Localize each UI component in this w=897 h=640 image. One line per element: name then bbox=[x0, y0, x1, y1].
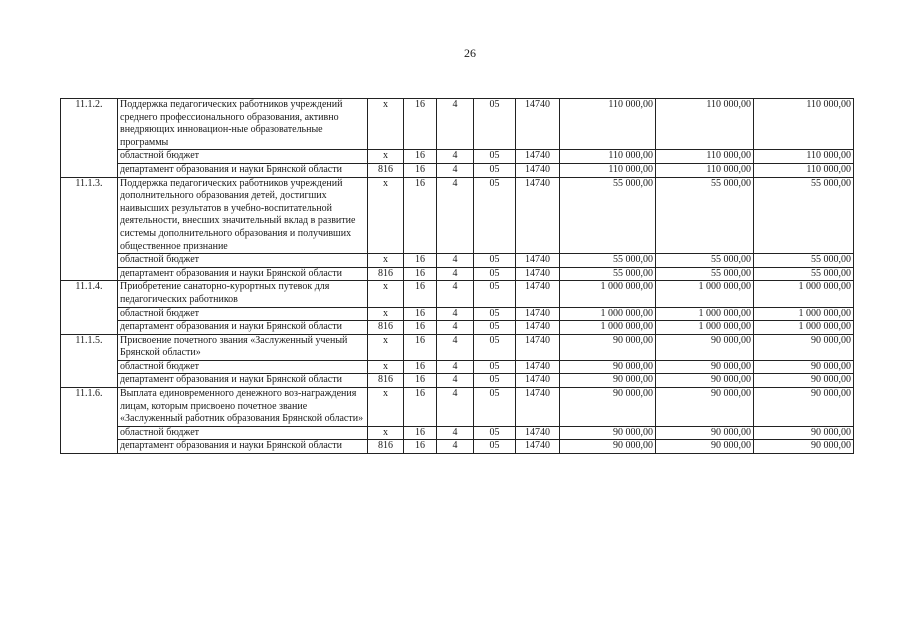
code-ministry: x bbox=[368, 99, 404, 150]
code-subprogram: 4 bbox=[437, 150, 474, 164]
amount-year-1: 110 000,00 bbox=[560, 163, 656, 177]
item-name: департамент образования и науки Брянской области bbox=[118, 374, 368, 388]
table-row bbox=[61, 360, 854, 374]
code-program: 16 bbox=[404, 426, 437, 440]
code-ministry: x bbox=[368, 388, 404, 427]
amount-year-2: 90 000,00 bbox=[656, 374, 754, 388]
amount-year-1: 90 000,00 bbox=[560, 374, 656, 388]
code-section: 05 bbox=[474, 267, 516, 281]
code-program: 16 bbox=[404, 321, 437, 335]
code-direction: 14740 bbox=[516, 388, 560, 427]
code-program: 16 bbox=[404, 307, 437, 321]
code-ministry: x bbox=[368, 150, 404, 164]
code-ministry: 816 bbox=[368, 163, 404, 177]
amount-year-2: 90 000,00 bbox=[656, 426, 754, 440]
amount-year-3: 90 000,00 bbox=[754, 388, 854, 427]
code-ministry: 816 bbox=[368, 440, 404, 454]
code-direction: 14740 bbox=[516, 307, 560, 321]
table-row bbox=[61, 440, 854, 454]
table-row bbox=[61, 374, 854, 388]
amount-year-3: 90 000,00 bbox=[754, 360, 854, 374]
amount-year-2: 55 000,00 bbox=[656, 254, 754, 268]
amount-year-3: 110 000,00 bbox=[754, 99, 854, 150]
table-row bbox=[61, 267, 854, 281]
amount-year-2: 1 000 000,00 bbox=[656, 321, 754, 335]
code-program: 16 bbox=[404, 440, 437, 454]
amount-year-1: 55 000,00 bbox=[560, 177, 656, 254]
amount-year-3: 1 000 000,00 bbox=[754, 321, 854, 335]
item-name: Поддержка педагогических работников учреждений дополнительного образования детей, достигших наивысших результатов в учебно-воспитательной деятельности, внесших значительный вклад в развитие системы дополнительного образования и получивших общественное признание bbox=[118, 177, 368, 254]
code-section: 05 bbox=[474, 281, 516, 307]
code-direction: 14740 bbox=[516, 334, 560, 360]
code-program: 16 bbox=[404, 374, 437, 388]
table-row bbox=[61, 254, 854, 268]
amount-year-2: 1 000 000,00 bbox=[656, 307, 754, 321]
code-direction: 14740 bbox=[516, 281, 560, 307]
code-program: 16 bbox=[404, 360, 437, 374]
amount-year-3: 1 000 000,00 bbox=[754, 281, 854, 307]
amount-year-2: 1 000 000,00 bbox=[656, 281, 754, 307]
code-subprogram: 4 bbox=[437, 99, 474, 150]
table-row bbox=[61, 388, 854, 427]
code-direction: 14740 bbox=[516, 150, 560, 164]
code-program: 16 bbox=[404, 254, 437, 268]
code-direction: 14740 bbox=[516, 99, 560, 150]
table-row bbox=[61, 334, 854, 360]
code-program: 16 bbox=[404, 334, 437, 360]
code-subprogram: 4 bbox=[437, 360, 474, 374]
code-subprogram: 4 bbox=[437, 334, 474, 360]
amount-year-1: 90 000,00 bbox=[560, 426, 656, 440]
code-section: 05 bbox=[474, 307, 516, 321]
amount-year-1: 55 000,00 bbox=[560, 254, 656, 268]
code-subprogram: 4 bbox=[437, 254, 474, 268]
code-ministry: x bbox=[368, 254, 404, 268]
item-name: областной бюджет bbox=[118, 360, 368, 374]
code-ministry: x bbox=[368, 307, 404, 321]
code-ministry: x bbox=[368, 334, 404, 360]
item-name: областной бюджет bbox=[118, 150, 368, 164]
code-section: 05 bbox=[474, 388, 516, 427]
item-number: 11.1.2. bbox=[61, 99, 118, 178]
item-name: департамент образования и науки Брянской области bbox=[118, 321, 368, 335]
table-row bbox=[61, 321, 854, 335]
amount-year-2: 110 000,00 bbox=[656, 99, 754, 150]
code-subprogram: 4 bbox=[437, 307, 474, 321]
code-program: 16 bbox=[404, 99, 437, 150]
code-section: 05 bbox=[474, 374, 516, 388]
amount-year-3: 110 000,00 bbox=[754, 150, 854, 164]
amount-year-3: 90 000,00 bbox=[754, 426, 854, 440]
code-ministry: x bbox=[368, 281, 404, 307]
amount-year-3: 55 000,00 bbox=[754, 254, 854, 268]
item-name: департамент образования и науки Брянской области bbox=[118, 440, 368, 454]
code-ministry: x bbox=[368, 426, 404, 440]
code-section: 05 bbox=[474, 177, 516, 254]
amount-year-1: 90 000,00 bbox=[560, 440, 656, 454]
amount-year-3: 90 000,00 bbox=[754, 334, 854, 360]
code-ministry: 816 bbox=[368, 267, 404, 281]
code-program: 16 bbox=[404, 388, 437, 427]
code-program: 16 bbox=[404, 281, 437, 307]
item-number: 11.1.6. bbox=[61, 388, 118, 454]
amount-year-3: 55 000,00 bbox=[754, 177, 854, 254]
code-section: 05 bbox=[474, 440, 516, 454]
code-subprogram: 4 bbox=[437, 267, 474, 281]
code-section: 05 bbox=[474, 99, 516, 150]
code-program: 16 bbox=[404, 177, 437, 254]
amount-year-1: 1 000 000,00 bbox=[560, 307, 656, 321]
code-subprogram: 4 bbox=[437, 440, 474, 454]
code-section: 05 bbox=[474, 150, 516, 164]
code-direction: 14740 bbox=[516, 374, 560, 388]
amount-year-1: 90 000,00 bbox=[560, 388, 656, 427]
code-direction: 14740 bbox=[516, 360, 560, 374]
code-program: 16 bbox=[404, 267, 437, 281]
table-row bbox=[61, 150, 854, 164]
item-name: департамент образования и науки Брянской области bbox=[118, 267, 368, 281]
amount-year-2: 90 000,00 bbox=[656, 334, 754, 360]
code-section: 05 bbox=[474, 426, 516, 440]
code-program: 16 bbox=[404, 163, 437, 177]
amount-year-2: 90 000,00 bbox=[656, 360, 754, 374]
amount-year-1: 55 000,00 bbox=[560, 267, 656, 281]
item-number: 11.1.3. bbox=[61, 177, 118, 281]
amount-year-2: 110 000,00 bbox=[656, 163, 754, 177]
code-direction: 14740 bbox=[516, 163, 560, 177]
code-subprogram: 4 bbox=[437, 426, 474, 440]
amount-year-3: 90 000,00 bbox=[754, 374, 854, 388]
item-name: Выплата единовременного денежного воз-награждения лицам, которым присвоено почетное звание «Заслуженный работник образования Брянской области» bbox=[118, 388, 368, 427]
amount-year-1: 90 000,00 bbox=[560, 334, 656, 360]
item-name: областной бюджет bbox=[118, 254, 368, 268]
table-row bbox=[61, 281, 854, 307]
table-row bbox=[61, 163, 854, 177]
code-section: 05 bbox=[474, 334, 516, 360]
code-program: 16 bbox=[404, 150, 437, 164]
code-ministry: 816 bbox=[368, 321, 404, 335]
page-number: 26 bbox=[464, 46, 476, 60]
code-section: 05 bbox=[474, 163, 516, 177]
code-direction: 14740 bbox=[516, 440, 560, 454]
code-ministry: 816 bbox=[368, 374, 404, 388]
code-ministry: x bbox=[368, 177, 404, 254]
amount-year-3: 110 000,00 bbox=[754, 163, 854, 177]
amount-year-2: 90 000,00 bbox=[656, 440, 754, 454]
table-row bbox=[61, 99, 854, 150]
code-subprogram: 4 bbox=[437, 163, 474, 177]
amount-year-1: 90 000,00 bbox=[560, 360, 656, 374]
code-section: 05 bbox=[474, 360, 516, 374]
item-name: Приобретение санаторно-курортных путевок для педагогических работников bbox=[118, 281, 368, 307]
amount-year-1: 110 000,00 bbox=[560, 99, 656, 150]
code-direction: 14740 bbox=[516, 254, 560, 268]
amount-year-2: 110 000,00 bbox=[656, 150, 754, 164]
item-number: 11.1.4. bbox=[61, 281, 118, 334]
amount-year-2: 55 000,00 bbox=[656, 177, 754, 254]
amount-year-3: 1 000 000,00 bbox=[754, 307, 854, 321]
code-direction: 14740 bbox=[516, 426, 560, 440]
amount-year-2: 55 000,00 bbox=[656, 267, 754, 281]
code-subprogram: 4 bbox=[437, 388, 474, 427]
item-name: Поддержка педагогических работников учреждений среднего профессионального образования, активно внедряющих инновацион-ные образовательные программы bbox=[118, 99, 368, 150]
table-row bbox=[61, 426, 854, 440]
code-section: 05 bbox=[474, 254, 516, 268]
amount-year-2: 90 000,00 bbox=[656, 388, 754, 427]
amount-year-3: 55 000,00 bbox=[754, 267, 854, 281]
code-section: 05 bbox=[474, 321, 516, 335]
amount-year-3: 90 000,00 bbox=[754, 440, 854, 454]
code-direction: 14740 bbox=[516, 267, 560, 281]
table-row bbox=[61, 177, 854, 254]
amount-year-1: 110 000,00 bbox=[560, 150, 656, 164]
code-subprogram: 4 bbox=[437, 374, 474, 388]
table-row bbox=[61, 307, 854, 321]
budget-table bbox=[60, 98, 854, 454]
code-subprogram: 4 bbox=[437, 321, 474, 335]
code-subprogram: 4 bbox=[437, 281, 474, 307]
item-name: департамент образования и науки Брянской области bbox=[118, 163, 368, 177]
code-ministry: x bbox=[368, 360, 404, 374]
item-name: областной бюджет bbox=[118, 307, 368, 321]
amount-year-1: 1 000 000,00 bbox=[560, 321, 656, 335]
code-direction: 14740 bbox=[516, 177, 560, 254]
budget-table-body bbox=[61, 99, 854, 454]
item-name: областной бюджет bbox=[118, 426, 368, 440]
item-number: 11.1.5. bbox=[61, 334, 118, 387]
code-direction: 14740 bbox=[516, 321, 560, 335]
amount-year-1: 1 000 000,00 bbox=[560, 281, 656, 307]
item-name: Присвоение почетного звания «Заслуженный ученый Брянской области» bbox=[118, 334, 368, 360]
code-subprogram: 4 bbox=[437, 177, 474, 254]
